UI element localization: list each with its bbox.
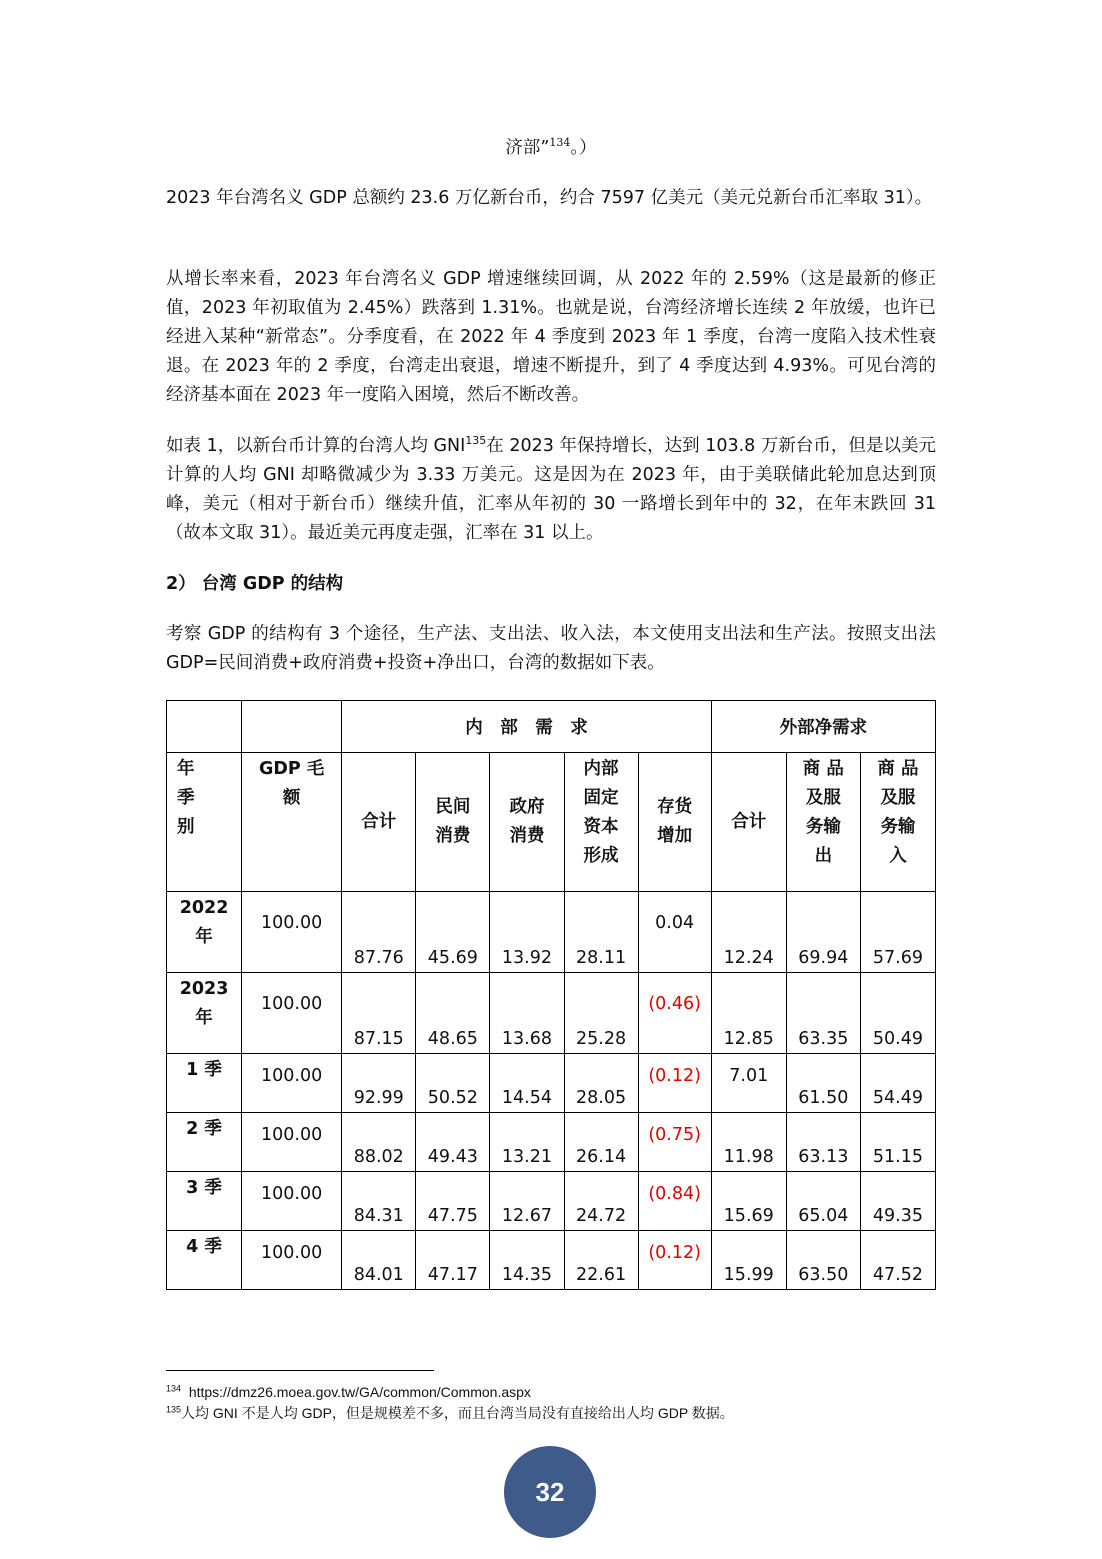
table-cell: 12.24 [711,892,786,973]
table-cell: 14.35 [490,1231,564,1290]
table-cell: (0.46) [638,973,711,1054]
table-cell: 100.00 [242,1054,342,1113]
header-government-consumption: 政府 消费 [490,753,564,892]
gdp-table [166,700,936,1290]
table-cell: 63.13 [786,1113,860,1172]
table-cell: 25.28 [564,973,638,1054]
table-cell: 100.00 [242,892,342,973]
section-heading: 2） 台湾 GDP 的结构 [166,574,344,594]
row-label: 2023 年 [167,973,242,1054]
row-label: 2 季 [167,1113,242,1172]
footnote-135: $^{135}$人均 GNI 不是人均 GDP，但是规模差不多，而且台湾当局没有直接给出人均 GDP 数据。 [166,1404,734,1421]
table-cell: (0.75) [638,1113,711,1172]
header-external-total: 合计 [711,753,786,892]
table-cell: 57.69 [860,892,935,973]
group-external-demand: 外部净需求 [711,701,935,753]
table-cell: 63.50 [786,1231,860,1290]
header-gdp-total: GDP 毛 额 [242,753,342,892]
table-row [167,973,936,1054]
table-cell: 92.99 [342,1054,416,1113]
table-cell: (0.84) [638,1172,711,1231]
table-group-header-row [167,701,936,753]
table-cell: 22.61 [564,1231,638,1290]
table-cell: 28.11 [564,892,638,973]
paragraph-gdp-total: 2023 年台湾名义 GDP 总额约 23.6 万亿新台币，约合 7597 亿美元（美元兑新台币汇率取 31）。 [166,188,933,208]
header-internal-total: 合计 [342,753,416,892]
table-cell: 26.14 [564,1113,638,1172]
table-row [167,1054,936,1113]
table-cell: 100.00 [242,1231,342,1290]
table-body [167,892,936,1290]
table-cell: 13.68 [490,973,564,1054]
table-cell: 50.49 [860,973,935,1054]
table-cell: 0.04 [638,892,711,973]
table-cell: 11.98 [711,1113,786,1172]
row-label: 4 季 [167,1231,242,1290]
table-cell: 87.15 [342,973,416,1054]
header-fixed-capital: 内部 固定 资本 形成 [564,753,638,892]
table-cell: 14.54 [490,1054,564,1113]
row-label: 1 季 [167,1054,242,1113]
table-cell: (0.12) [638,1054,711,1113]
table-cell: 49.43 [416,1113,490,1172]
continued-line: 济部”$^{134}$。） [505,136,597,158]
table-cell: 48.65 [416,973,490,1054]
table-cell: 50.52 [416,1054,490,1113]
table-cell: 12.85 [711,973,786,1054]
table-cell: 65.04 [786,1172,860,1231]
table-cell: (0.12) [638,1231,711,1290]
table-column-header-row [167,753,936,892]
table-cell: 51.15 [860,1113,935,1172]
page-number-badge: 32 [504,1446,596,1538]
table-cell: 24.72 [564,1172,638,1231]
row-label: 2022 年 [167,892,242,973]
table-cell: 63.35 [786,973,860,1054]
group-internal-demand: 内 部 需 求 [342,701,711,753]
table-row [167,1231,936,1290]
table-cell: 47.52 [860,1231,935,1290]
paragraph-gni: 如表 1，以新台币计算的台湾人均 GNI$^{135}$在 2023 年保持增长，达到 103.8 万新台币，但是以美元计算的人均 GNI 却略微减少为 3.33 万美元。这是因为在 2023 年，由于美联储此轮加息达到顶峰，美元（相对于新台币）继续升值，汇率从年初的 30 一路增长到年中的 32，在年末跌回 31（故本文取 31）。最近美元再度走强，汇率在 31 以上。 [166,434,936,543]
table-cell: 100.00 [242,973,342,1054]
header-year-quarter: 年 季 别 [167,753,242,892]
table-cell: 100.00 [242,1113,342,1172]
table-cell: 13.92 [490,892,564,973]
table-cell: 12.67 [490,1172,564,1231]
table-row [167,1172,936,1231]
table-row [167,1113,936,1172]
table-cell: 13.21 [490,1113,564,1172]
table-cell: 61.50 [786,1054,860,1113]
header-inventory: 存货 增加 [638,753,711,892]
table-cell: 84.31 [342,1172,416,1231]
table-cell: 49.35 [860,1172,935,1231]
table-cell: 47.75 [416,1172,490,1231]
header-private-consumption: 民间 消费 [416,753,490,892]
table-cell: 7.01 [711,1054,786,1113]
table-row [167,892,936,973]
footnote-134: $^{134}$ https://dmz26.moea.gov.tw/GA/common/Common.aspx [166,1383,531,1400]
table-cell: 45.69 [416,892,490,973]
table-cell: 15.99 [711,1231,786,1290]
table-cell: 87.76 [342,892,416,973]
table-cell: 28.05 [564,1054,638,1113]
table-cell: 100.00 [242,1172,342,1231]
paragraph-growth-rate: 从增长率来看，2023 年台湾名义 GDP 增速继续回调，从 2022 年的 2.59%（这是最新的修正值，2023 年初取值为 2.45%）跌落到 1.31%。也就是说，台湾经济增长连续 2 年放缓，也许已经进入某种“新常态”。分季度看，在 2022 年 4 季度到 2023 年 1 季度，台湾一度陷入技术性衰退。在 2023 年的 2 季度，台湾走出衰退，增速不断提升，到了 4 季度达到 4.93%。可见台湾的经济基本面在 2023 年一度陷入困境，然后不断改善。 [166,269,936,405]
footnote-divider [166,1370,434,1371]
table-cell: 47.17 [416,1231,490,1290]
table-cell: 84.01 [342,1231,416,1290]
table-cell: 69.94 [786,892,860,973]
header-imports: 商 品 及服 务输 入 [860,753,935,892]
paragraph-structure: 考察 GDP 的结构有 3 个途径，生产法、支出法、收入法，本文使用支出法和生产法。按照支出法 GDP=民间消费+政府消费+投资+净出口，台湾的数据如下表。 [166,624,936,673]
table-cell: 88.02 [342,1113,416,1172]
row-label: 3 季 [167,1172,242,1231]
header-exports: 商 品 及服 务输 出 [786,753,860,892]
table-cell: 54.49 [860,1054,935,1113]
table-cell: 15.69 [711,1172,786,1231]
